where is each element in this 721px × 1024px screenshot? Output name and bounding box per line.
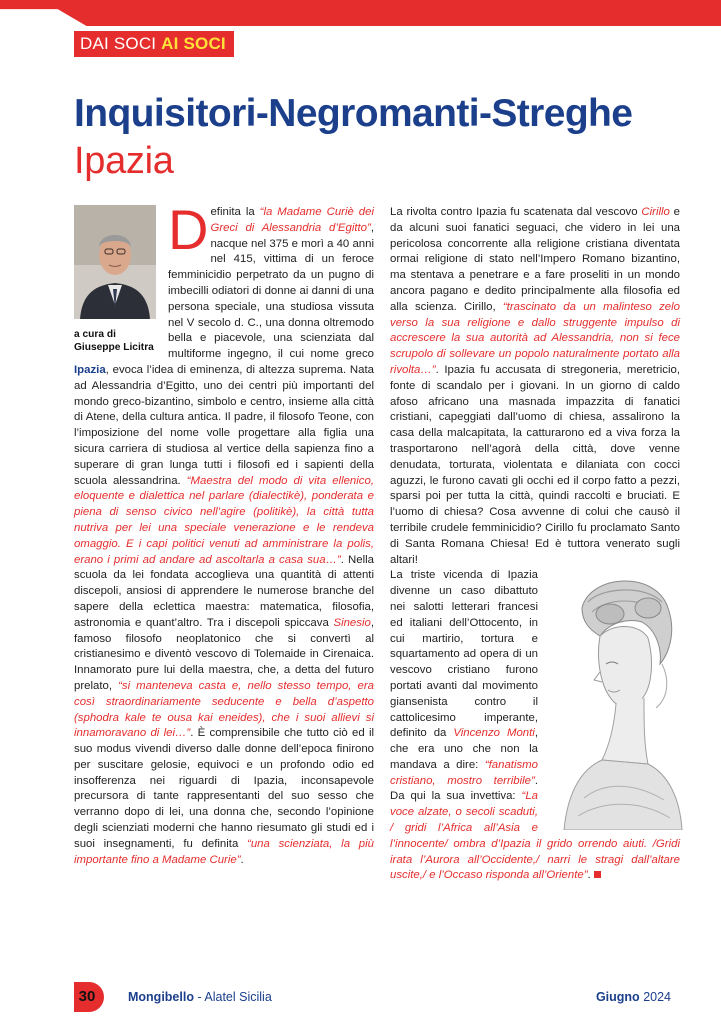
byline bbox=[74, 328, 160, 354]
issue-year: 2024 bbox=[643, 990, 671, 1004]
page-number: 30 bbox=[78, 988, 96, 1005]
article-title: Inquisitori-Negromanti-Streghe bbox=[74, 92, 633, 135]
right-column bbox=[390, 205, 680, 884]
drop-cap: D bbox=[168, 198, 209, 261]
quote-run: “trascinato da un malinteso zelo verso la sua religione e dallo struggente impulso di accrescere la sua autorità ad Alessandria, non si fece scrupolo di sollevare un popolo naturalmente portato alla rivolta…” bbox=[390, 300, 680, 376]
byline-prefix: a cura di bbox=[74, 329, 116, 340]
author-block bbox=[74, 205, 160, 354]
text-run: . È comprensibile che tutto ciò ed il suo modus vivendi diverso dalle donne dell’epoca finirono per suscitare gelosie, equivoci e un profondo odio ed insofferenza nei riguardi di Ipazia, inconsapevole precursora di tante rappresentanti del suo sesso che verranno dopo di lei, una donna che, secondo l’opinione degli scienziati moderni che hanno riesumato gli studi ed i suoi insegnamenti, fu definita bbox=[74, 727, 375, 850]
right-paragraph-2 bbox=[390, 568, 680, 884]
hypatia-illustration bbox=[544, 568, 684, 830]
issue-date bbox=[596, 988, 671, 1006]
text-run: e da alcuni suoi fanatici seguaci, che videro in lei una pericolosa concorrente alla religione cristiana diventata ormai religione di stato nell’Impero Romano bizantino, ma stentava a penetrare e a fare proseliti in un mondo ancora pagano e dedito principalmente alla filosofia ed alla scienza. Cirillo, bbox=[390, 206, 681, 313]
section-prefix: DAI SOCI bbox=[80, 34, 157, 53]
text-run: , evoca l’idea di eminenza, di altezza suprema. Nata ad Alessandria d’Egitto, uno dei centri più importanti del mondo greco-bizantino, simbolo e centro, insieme alla città di Atene, della cultura antica. Il padre, il filosofo Teone, con l’imposizione del nome volle progettare alla figlia una sicura carriera di studiosa al vertice della sapienza fino a superare di gran lunga tutti i filosofi ed i sapienti della scuola alessandrina. bbox=[74, 363, 374, 487]
quote-run: “La voce alzate, o secoli scaduti, / gridi l’Africa all’Asia e l’innocente/ ombra d’Ipazia il grido orrendo aiuti. /Gridi irata l’Aurora all’Occidente,/ narri le stragi dall’altare uscite,/ e l’Occaso risponda all’Oriente” bbox=[390, 790, 680, 882]
text-run: . bbox=[587, 869, 591, 882]
publication-name: Mongibello bbox=[128, 990, 194, 1004]
text-run: . bbox=[240, 853, 244, 866]
quote-run: “fanatismo cristiano, mostro terribile” bbox=[390, 758, 538, 787]
section-tag bbox=[74, 31, 234, 57]
red-square-icon bbox=[594, 871, 601, 878]
quote-run: “Maestra del modo di vita ellenico, eloquente e dialettica nel parlare (dialectikè), ponderata e piena di senso civico nell’agire (politikè), la città tutta nutriva per lei una speciale venerazione e le rendeva omaggio. E i capi politici venuti ad amministrare la polis, erano i primi ad andare ad ascoltarla a casa sua…” bbox=[74, 474, 374, 566]
text-run: . Nella scuola da lei fondata accoglieva una quantità di attenti discepoli, ansiosi di apprendere le numerose branche del sapere della eclettica maestra: matematica, filosofia, astronomia e quant’altro. Tra i discepoli spiccava bbox=[74, 553, 374, 629]
author-photo bbox=[74, 205, 156, 319]
left-column bbox=[74, 198, 375, 868]
article-subtitle: Ipazia bbox=[74, 140, 174, 182]
publication-credit bbox=[128, 988, 272, 1006]
right-paragraph-1 bbox=[390, 205, 680, 568]
text-run: , che era uno che non la mandava a dire: bbox=[390, 727, 539, 771]
publisher-name: Alatel Sicilia bbox=[204, 990, 272, 1004]
page-footer bbox=[0, 982, 721, 1012]
text-run: , famoso filosofo neoplatonico che si convertì al cristianesimo e diventò vescovo di Tolemaide in Cirenaica. Innamorato pure lui della maestra, che, a detta del futuro prelato, bbox=[74, 616, 374, 692]
page-number-badge bbox=[74, 982, 104, 1012]
text-run: La triste vicenda di Ipazia divenne un caso dibattuto nei salotti letterari francesi ed italiani dell’Ottocento, in cui martirio, tortura e squartamento ad opera di un vescovo cristiano furono portati avanti dal movimento giansenista contro il cattolicesimo imperante, definito da bbox=[390, 569, 538, 740]
keyword-run: Ipazia bbox=[74, 363, 106, 376]
section-highlight: AI SOCI bbox=[161, 34, 226, 53]
quote-run: Vincenzo Monti bbox=[453, 727, 535, 740]
quote-run: “si manteneva casta e, nello stesso tempo, era così straordinariamente seducente e bella d’aspetto (sphodra kale te ousa kai eneides), che i suoi allievi si innamoravano di lei…” bbox=[74, 679, 374, 740]
publication-separator: - bbox=[193, 990, 205, 1004]
text-run: , nacque nel 375 e morì a 40 anni nel 415, vittima di un feroce femminicidio perpetrato da un pugno di imbecilli odiatori di donne ai danni di una persona speciale, una studiosa vissuta nel V secolo d. C., una donna oltremodo bella e piacevole, una scienziata dal multiforme ingegno, il cui nome greco bbox=[168, 221, 374, 361]
top-red-band bbox=[0, 0, 721, 26]
text-run: . Ipazia fu accusata di stregoneria, meretricio, fonte di scandalo per i giovani. In un giorno di caldo afoso africano una masnada impazzita di fanatici cristiani, capeggiati dall’uomo di chiesa, assalirono la casa della malcapitata, la catturarono ed a viva forza la trasportarono nell’agorà della città, dove venne denudata, torturata, violentata e dilaniata con cocci aguzzi, le furono cavati gli occhi ed il corpo fatto a pezzi, sparsi poi per tutta la città, quindi raccolti e bruciati. E l’uomo di chiesa? Cosa avvenne di colui che causò il terribile crudele femminicidio? Cirillo fu proclamato Santo di Santa Romana Chiesa! Ed è tuttora venerato sugli altari! bbox=[390, 363, 680, 566]
quote-run: “una scienziata, la più importante fino a Madame Curie” bbox=[74, 837, 374, 866]
quote-run: Cirillo bbox=[641, 206, 670, 218]
quote-run: “la Madame Curiè dei Greci di Alessandria d’Egitto” bbox=[210, 206, 374, 234]
text-run: . Da qui la sua invettiva: bbox=[390, 774, 538, 803]
text-run: efinita la bbox=[210, 206, 260, 218]
hypatia-bust-drawing bbox=[544, 568, 684, 830]
quote-run: Sinesio bbox=[333, 616, 371, 629]
text-run: La rivolta contro Ipazia fu scatenata dal vescovo bbox=[390, 206, 642, 218]
issue-month: Giugno bbox=[595, 990, 640, 1004]
byline-author: Giuseppe Licitra bbox=[74, 342, 154, 353]
